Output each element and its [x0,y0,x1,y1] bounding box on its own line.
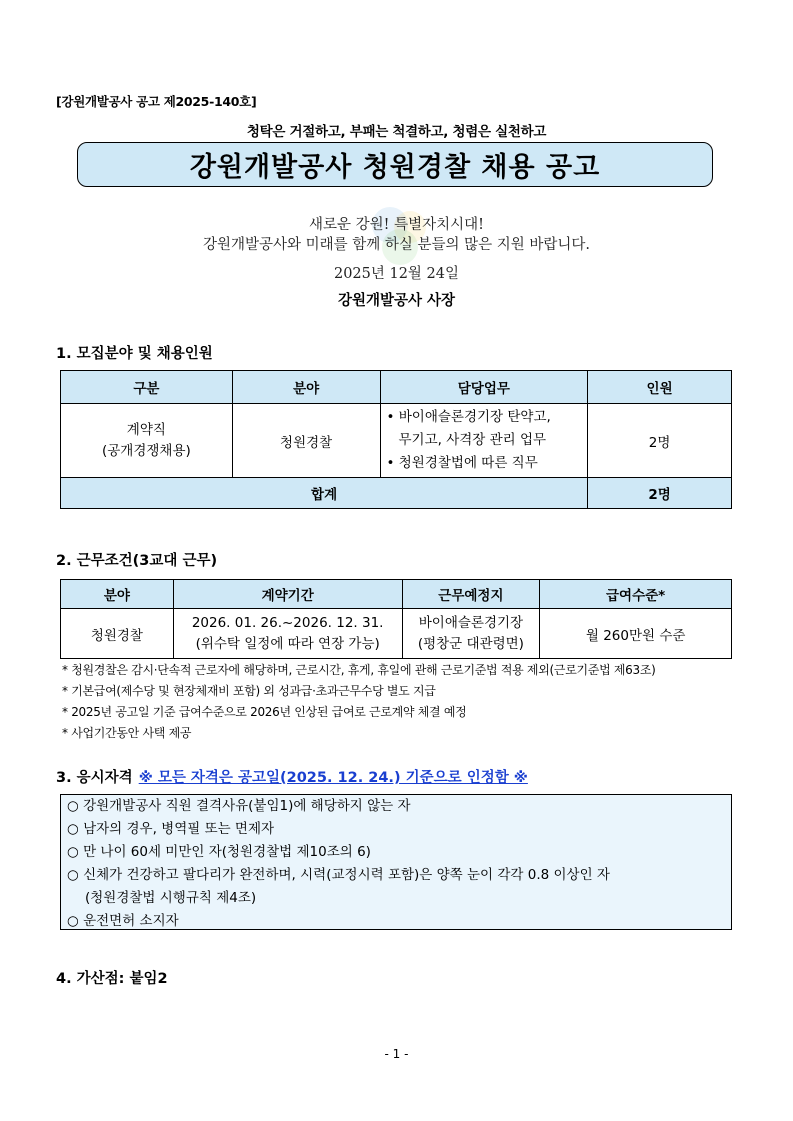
notice-date: 2025년 12월 24일 [333,266,460,282]
contract-period: 2026. 01. 26.~2026. 12. 31. [191,614,384,631]
total-label: 합계 [61,478,588,509]
section-4-heading: 4. 가산점: 붙임2 [56,971,168,987]
qualification-item: ○ 신체가 건강하고 팔다리가 완전하며, 시력(교정시력 포함)은 양쪽 눈이 각각 0.8 이상인 자 [67,867,610,883]
column-header: 분야 [61,580,174,609]
section-3-heading [56,766,528,787]
qualification-basis-notice: ※ 모든 자격은 공고일(2025. 12. 24.) 기준으로 인정함 ※ [138,770,528,786]
note-item: * 청원경찰은 감시·단속적 근로자에 해당하며, 근로시간, 휴게, 휴일에 관해 근로기준법 적용 제외(근로기준법 제63조) [62,663,656,677]
total-row [61,478,732,509]
qualification-item: ○ 만 나이 60세 미만인 자(청원경찰법 제10조의 6) [67,844,371,860]
column-header: 인원 [588,371,732,404]
qualification-item-continued: (청원경찰법 시행규칙 제4조) [85,890,257,906]
field-cell: 청원경찰 [232,404,380,478]
column-header: 구분 [61,371,233,404]
integrity-slogan: 청탁은 거절하고, 부패는 척결하고, 청렴은 실천하고 [246,124,547,140]
page-number: - 1 - [384,1047,409,1061]
note-item: * 기본급여(제수당 및 현장체재비 포함) 외 성과급·초과근무수당 별도 지급 [62,684,436,698]
category-method: (공개경쟁채용) [101,442,191,459]
intro-line-1: 새로운 강원! 특별자치시대! [309,217,484,233]
column-header: 담당업무 [380,371,588,404]
location-name: 바이애슬론경기장 [418,614,524,631]
category-type: 계약직 [126,421,166,438]
column-header: 분야 [232,371,380,404]
duty-item-continued: 무기고, 사격장 관리 업무 [398,432,547,448]
period-cell [173,609,402,659]
column-header: 근무예정지 [402,580,540,609]
contract-extension: (위수탁 일정에 따라 연장 가능) [195,635,380,652]
count-cell: 2명 [588,404,732,478]
qualification-item: ○ 운전면허 소지자 [67,913,179,929]
table-row [61,404,732,478]
note-item: * 사업기간동안 사택 제공 [62,726,192,740]
page-title: 강원개발공사 청원경찰 채용 공고 [77,142,713,187]
field-cell: 청원경찰 [61,609,174,659]
location-address: (평창군 대관령면) [417,635,524,652]
salary-cell: 월 260만원 수준 [540,609,732,659]
qualifications-box [60,794,732,930]
category-cell [61,404,233,478]
work-conditions-notes [62,660,656,744]
total-value: 2명 [588,478,732,509]
work-conditions-table [60,579,732,659]
qualification-item: ○ 남자의 경우, 병역필 또는 면제자 [67,821,275,837]
table-row [61,609,732,659]
note-item: * 2025년 공고일 기준 급여수준으로 2026년 인상된 급여로 근로계약 체결 예정 [62,705,467,719]
column-header: 계약기간 [173,580,402,609]
intro-line-2: 강원개발공사와 미래를 함께 하실 분들의 많은 지원 바랍니다. [202,237,591,253]
section-1-heading: 1. 모집분야 및 채용인원 [56,346,213,362]
duty-item: • 바이애슬론경기장 탄약고, [386,409,551,425]
column-header: 급여수준* [540,580,732,609]
duty-cell [380,404,588,478]
location-cell [402,609,540,659]
duty-item: • 청원경찰법에 따른 직무 [386,455,538,471]
qualification-item: ○ 강원개발공사 직원 결격사유(붙임1)에 해당하지 않는 자 [67,798,411,814]
section-2-heading: 2. 근무조건(3교대 근무) [56,553,218,569]
recruitment-table [60,370,732,509]
section-3-title: 3. 응시자격 [56,770,133,786]
notice-number: [강원개발공사 공고 제2025-140호] [56,94,257,109]
signature: 강원개발공사 사장 [337,293,456,309]
